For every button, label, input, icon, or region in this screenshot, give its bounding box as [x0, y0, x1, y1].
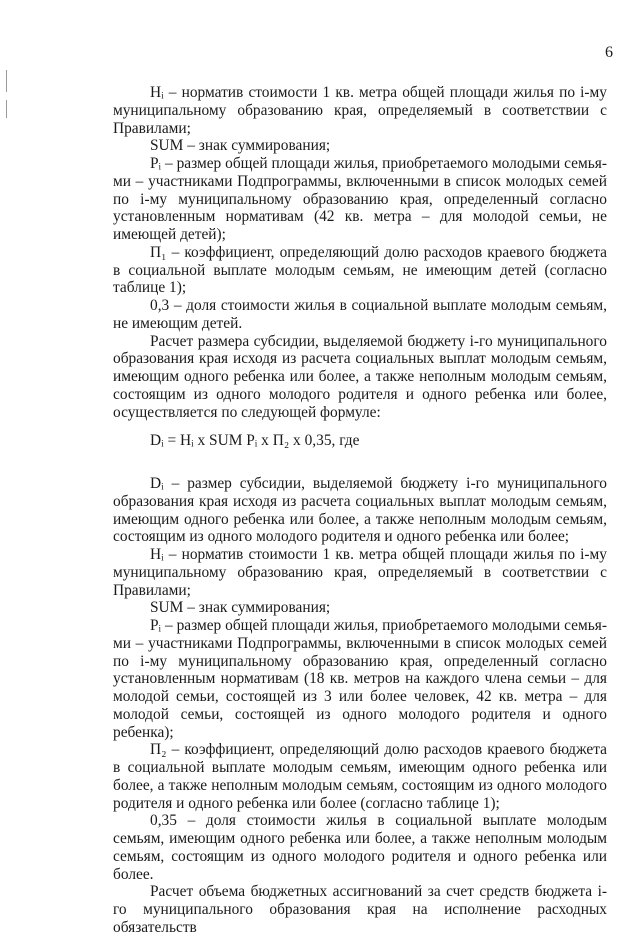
paragraph-budget-allocation: Расчет объема бюджетных ассигнований за счет средств бюджета i-го муниципального образования края на исполнение расходных обязательств — [113, 883, 607, 936]
scan-margin-mark — [6, 100, 7, 118]
paragraph-sum-definition: SUM – знак суммирования; — [150, 137, 331, 155]
paragraph-share-0-35: 0,35 – доля стоимости жилья в социальной выплате молодым семьям, имеющим одного ребенка или более, а также неполным молодым семьям, состоящим из одного молодого родителя и одного ребенка или более. — [113, 812, 607, 883]
scan-margin-mark — [6, 70, 7, 92]
paragraph-hi-definition: Hᵢ – норматив стоимости 1 кв. метра общей площади жилья по i-му муниципальному образованию края, определяемый в соответствии с Правилами; — [113, 84, 607, 137]
paragraph-share-0-3: 0,3 – доля стоимости жилья в социальной выплате молодым семьям, не имеющим детей. — [113, 297, 607, 332]
formula-di: Dᵢ = Hᵢ x SUM Pᵢ x П₂ x 0,35, где — [150, 432, 360, 450]
document-body — [113, 84, 607, 937]
paragraph-sum-definition-2: SUM – знак суммирования; — [150, 599, 331, 617]
paragraph-pi-definition-2: Pᵢ – размер общей площади жилья, приобретаемого молодыми семьями – участниками Подпрограммы, включенными в список молодых семей по i-му муниципальному образованию края, определенный согласно установленным нормативам (18 кв. метров на каждого члена семьи – для молодой семьи, состоящей из 3 или более человек, 42 кв. метра – для молодой семьи, состоящей из одного молодого родителя и одного ребенка); — [113, 617, 607, 741]
paragraph-p2-coefficient: П₂ – коэффициент, определяющий долю расходов краевого бюджета в социальной выплате молодым семьям, имеющим одного ребенка или более, а также неполным молодым семьям, состоящим из одного молодого родителя и одного ребенка или более (согласно таблице 1); — [113, 741, 607, 812]
paragraph-di-definition: Dᵢ – размер субсидии, выделяемой бюджету i-го муниципального образования края исходя из расчета социальных выплат молодым семьям, имеющим одного ребенка или более, а также неполным молодым семьям, состоящим из одного молодого родителя и одного ребенка или более; — [113, 475, 607, 546]
paragraph-subsidy-calculation-intro: Расчет размера субсидии, выделяемой бюджету i-го муниципального образования края исходя из расчета социальных выплат молодым семьям, имеющим одного ребенка или более, а также неполным молодым семьям, состоящим из одного молодого родителя и одного ребенка или более, осуществляется по следующей формуле: — [113, 332, 607, 421]
paragraph-hi-definition-2: Hᵢ – норматив стоимости 1 кв. метра общей площади жилья по i-му муниципальному образованию края, определяемый в соответствии с Правилами; — [113, 546, 607, 599]
paragraph-p1-coefficient: П₁ – коэффициент, определяющий долю расходов краевого бюджета в социальной выплате молодым семьям, не имеющим детей (согласно таблице 1); — [113, 243, 607, 297]
paragraph-pi-definition: Pᵢ – размер общей площади жилья, приобретаемого молодыми семьями – участниками Подпрограммы, включенными в список молодых семей по i-му муниципальному образованию края, определенный согласно установленным нормативам (42 кв. метра – для молодой семьи, не имеющей детей); — [113, 155, 607, 243]
page-number: 6 — [605, 44, 613, 61]
